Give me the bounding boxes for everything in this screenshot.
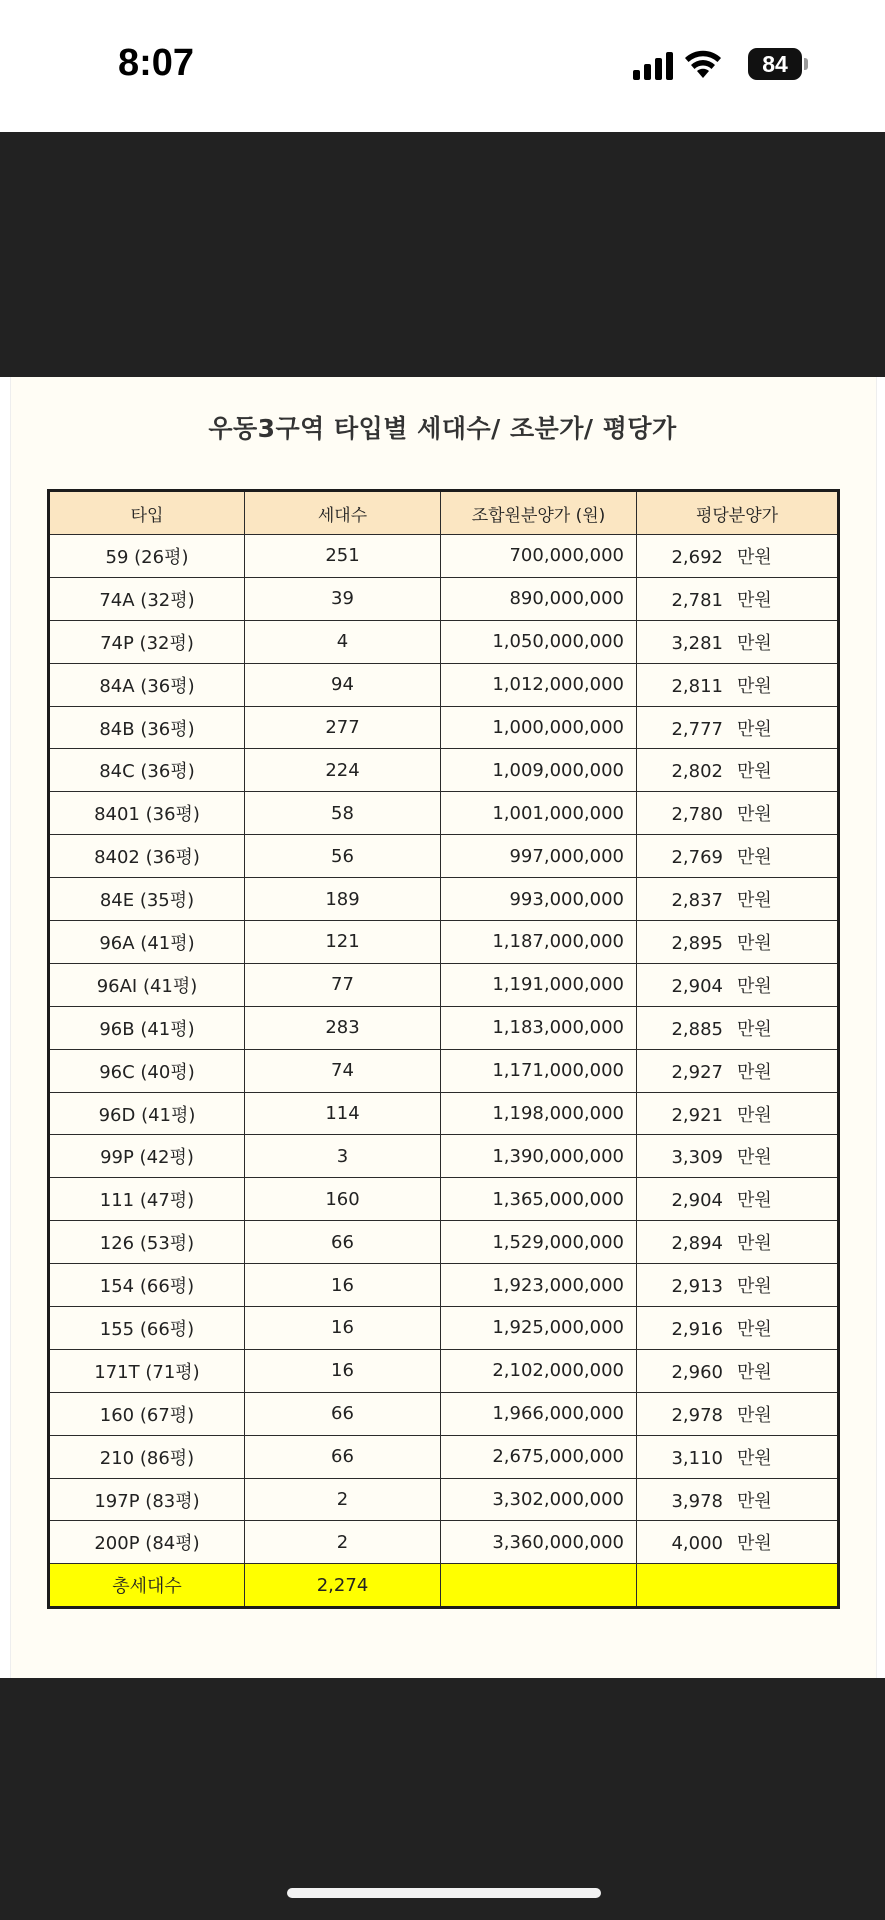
per-pyeong-unit: 만원 (737, 718, 772, 740)
per-pyeong-value: 2,916 (671, 1318, 723, 1340)
table-row (49, 1135, 839, 1178)
table-row (49, 835, 839, 878)
cell-price: 997,000,000 (441, 835, 637, 878)
cell-type: 160 (67평) (49, 1392, 245, 1435)
battery-level: 84 (762, 51, 788, 77)
cell-per-pyeong (637, 535, 839, 578)
header-price: 조합원분양가 (원) (441, 491, 637, 535)
cell-per-pyeong (637, 1478, 839, 1521)
top-dark-band (0, 132, 885, 377)
per-pyeong-value: 3,978 (671, 1490, 723, 1512)
cell-units: 283 (245, 1006, 441, 1049)
per-pyeong-unit: 만원 (737, 761, 772, 783)
cell-units: 74 (245, 1049, 441, 1092)
table-row (49, 921, 839, 964)
cell-units: 121 (245, 921, 441, 964)
table-row (49, 1478, 839, 1521)
per-pyeong-value: 4,000 (671, 1533, 723, 1555)
per-pyeong-value: 2,895 (671, 932, 723, 954)
cell-per-pyeong (637, 706, 839, 749)
cell-units: 114 (245, 1092, 441, 1135)
cell-price: 1,012,000,000 (441, 663, 637, 706)
per-pyeong-unit: 만원 (737, 675, 772, 697)
cell-units: 66 (245, 1392, 441, 1435)
cell-type: 96B (41평) (49, 1006, 245, 1049)
cell-units: 66 (245, 1221, 441, 1264)
cell-units: 56 (245, 835, 441, 878)
table-row (49, 620, 839, 663)
cell-price: 890,000,000 (441, 577, 637, 620)
cell-price: 1,171,000,000 (441, 1049, 637, 1092)
cell-units: 277 (245, 706, 441, 749)
table-row (49, 663, 839, 706)
per-pyeong-value: 2,802 (671, 761, 723, 783)
cell-price: 1,529,000,000 (441, 1221, 637, 1264)
cell-units: 16 (245, 1307, 441, 1350)
table-row (49, 1006, 839, 1049)
table-row (49, 1392, 839, 1435)
table-row (49, 577, 839, 620)
per-pyeong-value: 3,110 (671, 1447, 723, 1469)
table-body (49, 535, 839, 1564)
cell-price: 700,000,000 (441, 535, 637, 578)
cell-type: 74A (32평) (49, 577, 245, 620)
cell-price: 1,187,000,000 (441, 921, 637, 964)
per-pyeong-value: 3,309 (671, 1147, 723, 1169)
document-title: 우동3구역 타입별 세대수/ 조분가/ 평당가 (208, 414, 677, 443)
cellular-signal-icon (633, 52, 673, 80)
bottom-dark-band (0, 1678, 885, 1920)
cell-per-pyeong (637, 1521, 839, 1564)
cell-price: 1,050,000,000 (441, 620, 637, 663)
cell-price: 1,923,000,000 (441, 1264, 637, 1307)
cell-price: 3,302,000,000 (441, 1478, 637, 1521)
cell-type: 197P (83평) (49, 1478, 245, 1521)
cell-units: 189 (245, 878, 441, 921)
total-per-pyeong-empty (637, 1564, 839, 1608)
per-pyeong-value: 2,692 (671, 546, 723, 568)
price-table (47, 489, 840, 1609)
cell-type: 210 (86평) (49, 1435, 245, 1478)
cell-price: 1,001,000,000 (441, 792, 637, 835)
per-pyeong-value: 2,777 (671, 718, 723, 740)
total-label: 총세대수 (49, 1564, 245, 1608)
per-pyeong-value: 2,894 (671, 1233, 723, 1255)
cell-per-pyeong (637, 749, 839, 792)
cell-price: 2,675,000,000 (441, 1435, 637, 1478)
cell-units: 2 (245, 1521, 441, 1564)
cell-price: 1,365,000,000 (441, 1178, 637, 1221)
cell-price: 1,009,000,000 (441, 749, 637, 792)
per-pyeong-value: 2,837 (671, 890, 723, 912)
per-pyeong-unit: 만원 (737, 1104, 772, 1126)
table-row (49, 706, 839, 749)
document-image[interactable] (0, 377, 885, 1678)
wifi-icon (685, 50, 721, 80)
cell-units: 16 (245, 1349, 441, 1392)
cell-per-pyeong (637, 835, 839, 878)
per-pyeong-value: 2,904 (671, 975, 723, 997)
cell-per-pyeong (637, 577, 839, 620)
cell-type: 96C (40평) (49, 1049, 245, 1092)
cell-per-pyeong (637, 663, 839, 706)
status-bar (0, 0, 885, 132)
per-pyeong-value: 2,978 (671, 1404, 723, 1426)
per-pyeong-value: 2,960 (671, 1361, 723, 1383)
cell-price: 1,191,000,000 (441, 963, 637, 1006)
cell-per-pyeong (637, 1135, 839, 1178)
cell-type: 96D (41평) (49, 1092, 245, 1135)
cell-per-pyeong (637, 1049, 839, 1092)
table-row (49, 963, 839, 1006)
cell-units: 66 (245, 1435, 441, 1478)
per-pyeong-unit: 만원 (737, 1147, 772, 1169)
cell-units: 2 (245, 1478, 441, 1521)
cell-type: 84A (36평) (49, 663, 245, 706)
cell-per-pyeong (637, 921, 839, 964)
per-pyeong-unit: 만원 (737, 890, 772, 912)
cell-type: 74P (32평) (49, 620, 245, 663)
per-pyeong-unit: 만원 (737, 1361, 772, 1383)
per-pyeong-unit: 만원 (737, 1061, 772, 1083)
cell-type: 126 (53평) (49, 1221, 245, 1264)
table-row (49, 1307, 839, 1350)
table-row (49, 1349, 839, 1392)
cell-per-pyeong (637, 1392, 839, 1435)
per-pyeong-unit: 만원 (737, 589, 772, 611)
cell-price: 1,966,000,000 (441, 1392, 637, 1435)
total-price-empty (441, 1564, 637, 1608)
table-row (49, 1092, 839, 1135)
per-pyeong-value: 2,913 (671, 1276, 723, 1298)
cell-units: 16 (245, 1264, 441, 1307)
per-pyeong-value: 2,885 (671, 1018, 723, 1040)
cell-type: 8402 (36평) (49, 835, 245, 878)
per-pyeong-unit: 만원 (737, 1533, 772, 1555)
cell-type: 171T (71평) (49, 1349, 245, 1392)
total-units: 2,274 (245, 1564, 441, 1608)
table-row (49, 1221, 839, 1264)
per-pyeong-unit: 만원 (737, 632, 772, 654)
cell-units: 94 (245, 663, 441, 706)
cell-units: 251 (245, 535, 441, 578)
header-type: 타입 (49, 491, 245, 535)
table-row (49, 535, 839, 578)
cell-price: 2,102,000,000 (441, 1349, 637, 1392)
cell-per-pyeong (637, 1307, 839, 1350)
cell-price: 993,000,000 (441, 878, 637, 921)
home-indicator[interactable] (287, 1888, 601, 1898)
table-row (49, 1178, 839, 1221)
status-time: 8:07 (118, 42, 195, 84)
per-pyeong-unit: 만원 (737, 975, 772, 997)
per-pyeong-unit: 만원 (737, 1490, 772, 1512)
cell-units: 224 (245, 749, 441, 792)
per-pyeong-value: 2,927 (671, 1061, 723, 1083)
cell-type: 99P (42평) (49, 1135, 245, 1178)
cell-per-pyeong (637, 1006, 839, 1049)
per-pyeong-unit: 만원 (737, 1318, 772, 1340)
table-row (49, 1049, 839, 1092)
per-pyeong-unit: 만원 (737, 1018, 772, 1040)
cell-type: 59 (26평) (49, 535, 245, 578)
cell-per-pyeong (637, 620, 839, 663)
cell-per-pyeong (637, 963, 839, 1006)
cell-price: 3,360,000,000 (441, 1521, 637, 1564)
cell-units: 3 (245, 1135, 441, 1178)
cell-per-pyeong (637, 1221, 839, 1264)
per-pyeong-unit: 만원 (737, 847, 772, 869)
total-row (49, 1564, 839, 1608)
cell-price: 1,390,000,000 (441, 1135, 637, 1178)
cell-price: 1,925,000,000 (441, 1307, 637, 1350)
cell-per-pyeong (637, 1264, 839, 1307)
cell-per-pyeong (637, 1349, 839, 1392)
cell-units: 58 (245, 792, 441, 835)
cell-price: 1,183,000,000 (441, 1006, 637, 1049)
cell-type: 84E (35평) (49, 878, 245, 921)
per-pyeong-value: 2,921 (671, 1104, 723, 1126)
cell-type: 96AI (41평) (49, 963, 245, 1006)
per-pyeong-unit: 만원 (737, 932, 772, 954)
header-per-pyeong: 평당분양가 (637, 491, 839, 535)
cell-per-pyeong (637, 792, 839, 835)
per-pyeong-value: 2,811 (671, 675, 723, 697)
cell-type: 155 (66평) (49, 1307, 245, 1350)
cell-type: 84C (36평) (49, 749, 245, 792)
cell-type: 154 (66평) (49, 1264, 245, 1307)
per-pyeong-unit: 만원 (737, 1404, 772, 1426)
table-row (49, 878, 839, 921)
cell-type: 8401 (36평) (49, 792, 245, 835)
header-units: 세대수 (245, 491, 441, 535)
per-pyeong-value: 3,281 (671, 632, 723, 654)
cell-price: 1,198,000,000 (441, 1092, 637, 1135)
per-pyeong-unit: 만원 (737, 1233, 772, 1255)
cell-units: 39 (245, 577, 441, 620)
cell-units: 160 (245, 1178, 441, 1221)
per-pyeong-unit: 만원 (737, 1190, 772, 1212)
cell-type: 111 (47평) (49, 1178, 245, 1221)
per-pyeong-value: 2,769 (671, 847, 723, 869)
table-row (49, 1264, 839, 1307)
cell-units: 77 (245, 963, 441, 1006)
cell-type: 96A (41평) (49, 921, 245, 964)
cell-per-pyeong (637, 1178, 839, 1221)
cell-per-pyeong (637, 1092, 839, 1135)
table-row (49, 1521, 839, 1564)
table-row (49, 792, 839, 835)
table-header-row (49, 491, 839, 535)
per-pyeong-unit: 만원 (737, 804, 772, 826)
cell-units: 4 (245, 620, 441, 663)
cell-per-pyeong (637, 878, 839, 921)
per-pyeong-unit: 만원 (737, 1276, 772, 1298)
per-pyeong-value: 2,904 (671, 1190, 723, 1212)
cell-type: 84B (36평) (49, 706, 245, 749)
cell-price: 1,000,000,000 (441, 706, 637, 749)
per-pyeong-unit: 만원 (737, 546, 772, 568)
per-pyeong-value: 2,781 (671, 589, 723, 611)
table-row (49, 749, 839, 792)
per-pyeong-value: 2,780 (671, 804, 723, 826)
per-pyeong-unit: 만원 (737, 1447, 772, 1469)
cell-type: 200P (84평) (49, 1521, 245, 1564)
table-row (49, 1435, 839, 1478)
cell-per-pyeong (637, 1435, 839, 1478)
battery-icon (748, 48, 802, 80)
